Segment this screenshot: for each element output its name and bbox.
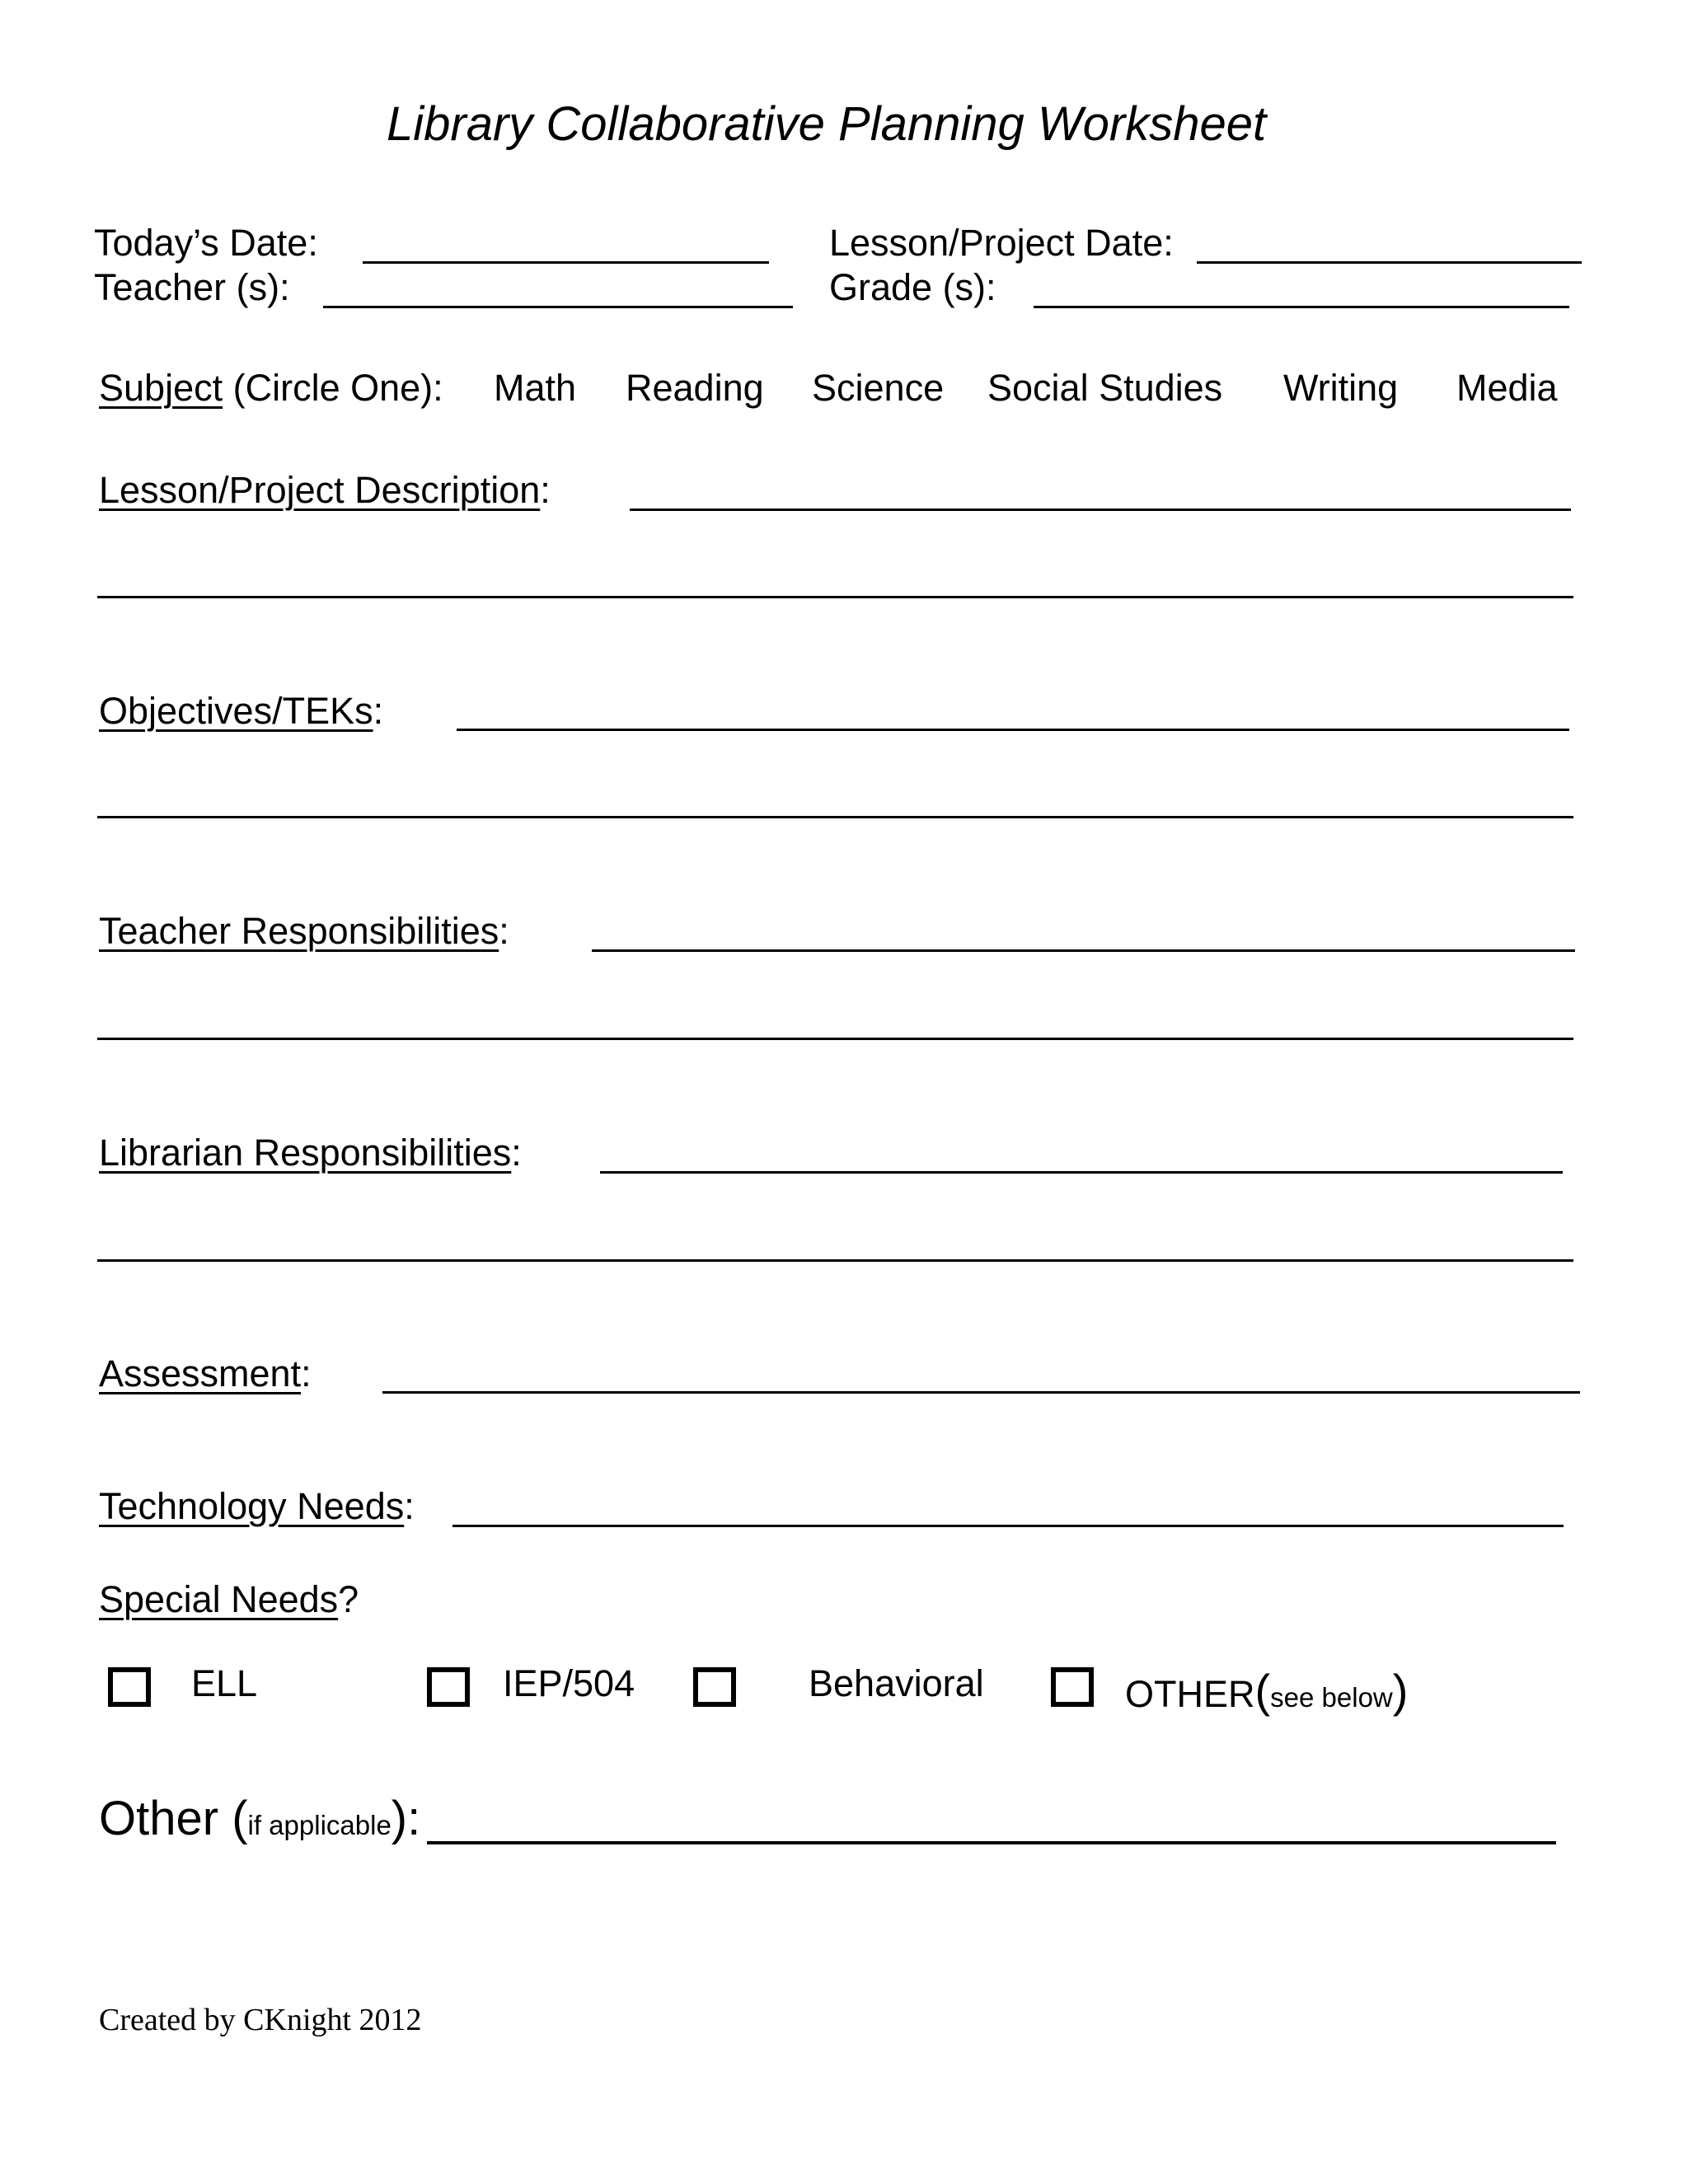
subject-option-media[interactable]: Media xyxy=(1456,367,1558,409)
description-field-line-2[interactable] xyxy=(97,596,1573,598)
behavioral-checkbox[interactable] xyxy=(693,1667,736,1707)
description-colon: : xyxy=(540,469,551,511)
other-field[interactable] xyxy=(427,1841,1556,1844)
assessment-colon: : xyxy=(301,1352,312,1394)
special-needs-label: Special Needs xyxy=(99,1578,339,1620)
other-field-label: Other xyxy=(99,1792,219,1845)
other-field-note: if applicable xyxy=(247,1810,392,1840)
subject-label: Subject xyxy=(99,367,223,409)
librarian-resp-colon: : xyxy=(511,1132,522,1174)
lesson-project-date-label: Lesson/Project Date: xyxy=(829,222,1174,264)
lesson-project-date-field[interactable] xyxy=(1197,261,1582,264)
grades-field[interactable] xyxy=(1034,306,1569,308)
other-field-label-row: Other (if applicable): xyxy=(99,1792,421,1845)
librarian-resp-field-line-1[interactable] xyxy=(600,1171,1563,1174)
behavioral-label: Behavioral xyxy=(809,1662,984,1704)
grades-label: Grade (s): xyxy=(829,266,996,308)
footer-credit: Created by CKnight 2012 xyxy=(99,2003,422,2037)
ell-label: ELL xyxy=(191,1662,258,1704)
teacher-resp-field-line-1[interactable] xyxy=(592,949,1575,952)
teacher-resp-label: Teacher Responsibilities xyxy=(99,910,499,952)
other-checkbox[interactable] xyxy=(1051,1667,1094,1707)
technology-colon: : xyxy=(404,1485,415,1527)
other-option-label: OTHER xyxy=(1125,1673,1255,1715)
librarian-resp-label: Librarian Responsibilities xyxy=(99,1132,512,1174)
subject-option-science[interactable]: Science xyxy=(812,367,945,409)
description-label-row xyxy=(99,471,551,509)
subject-row xyxy=(99,367,443,409)
objectives-field-line-2[interactable] xyxy=(97,816,1573,818)
subject-option-social-studies[interactable]: Social Studies xyxy=(987,367,1223,409)
description-label: Lesson/Project Description xyxy=(99,469,541,511)
assessment-label-row xyxy=(99,1352,312,1394)
technology-label: Technology Needs xyxy=(99,1485,405,1527)
description-field-line-1[interactable] xyxy=(630,509,1571,511)
technology-field[interactable] xyxy=(452,1525,1564,1527)
teachers-field[interactable] xyxy=(323,306,793,308)
special-needs-label-row xyxy=(99,1578,359,1620)
assessment-field[interactable] xyxy=(382,1391,1580,1394)
subject-option-writing[interactable]: Writing xyxy=(1283,367,1399,409)
objectives-label: Objectives/TEKs xyxy=(99,690,373,732)
subject-option-reading[interactable]: Reading xyxy=(626,367,764,409)
subject-instruction: (Circle One): xyxy=(223,367,443,409)
technology-label-row xyxy=(99,1485,415,1527)
objectives-field-line-1[interactable] xyxy=(457,729,1569,731)
objectives-colon: : xyxy=(373,690,384,732)
subject-option-math[interactable]: Math xyxy=(494,367,577,409)
other-option-label-row: OTHER(see below) xyxy=(1125,1665,1409,1717)
teachers-label: Teacher (s): xyxy=(94,266,290,308)
teacher-resp-field-line-2[interactable] xyxy=(97,1038,1573,1040)
todays-date-label: Today’s Date: xyxy=(94,222,318,264)
assessment-label: Assessment xyxy=(99,1352,302,1394)
librarian-resp-label-row xyxy=(99,1132,522,1174)
teacher-resp-label-row xyxy=(99,910,509,952)
iep-504-label: IEP/504 xyxy=(503,1662,635,1704)
ell-checkbox[interactable] xyxy=(108,1667,151,1707)
objectives-label-row xyxy=(99,690,384,732)
iep-504-checkbox[interactable] xyxy=(427,1667,470,1707)
todays-date-field[interactable] xyxy=(363,261,769,264)
teacher-resp-colon: : xyxy=(499,910,509,952)
special-needs-question: ? xyxy=(338,1578,359,1620)
page-title: Library Collaborative Planning Worksheet xyxy=(387,97,1267,151)
librarian-resp-field-line-2[interactable] xyxy=(97,1259,1573,1262)
other-option-note: see below xyxy=(1270,1682,1393,1713)
